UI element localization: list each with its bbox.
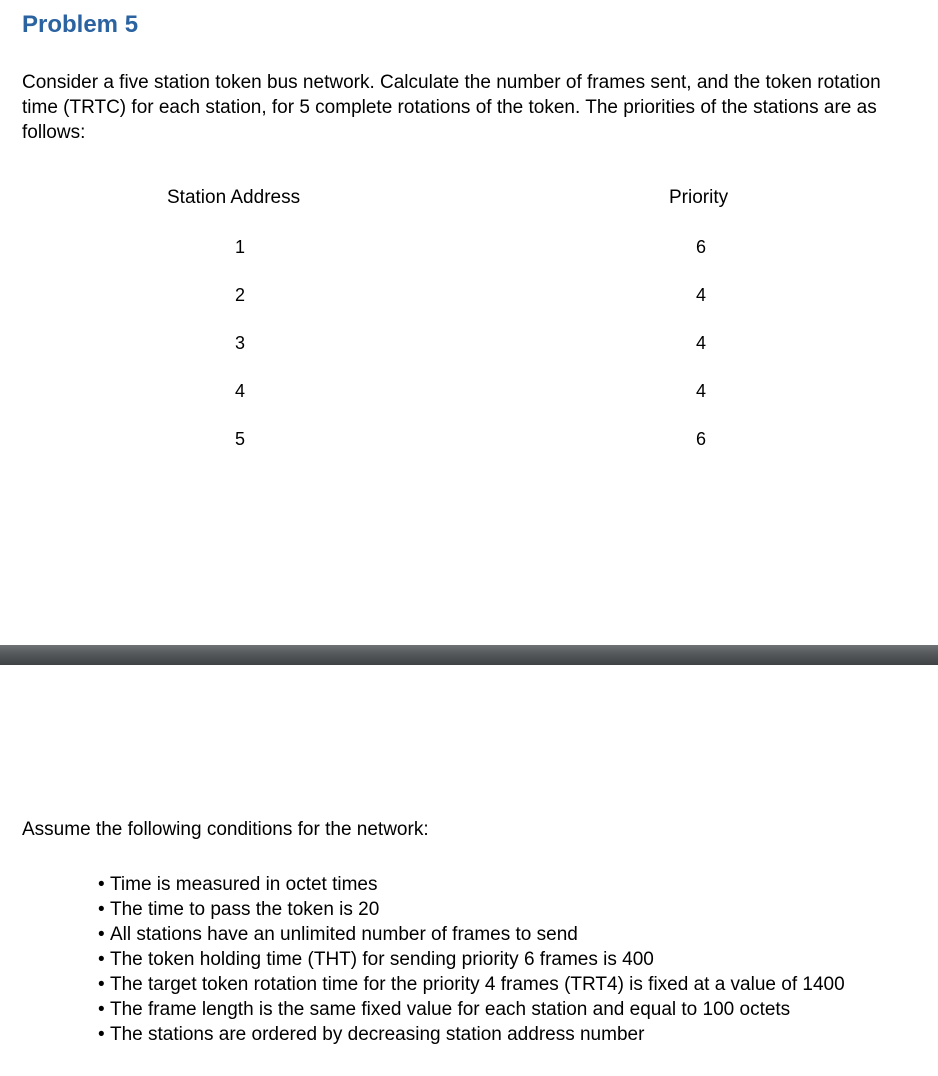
page-title: Problem 5 (22, 11, 139, 38)
station-address-cell: 1 (234, 237, 245, 257)
condition-text: The time to pass the token is 20 (110, 899, 380, 920)
list-item (98, 897, 845, 922)
station-address-cell: 4 (234, 381, 245, 401)
list-item (98, 947, 845, 972)
condition-text: The token holding time (THT) for sending priority 6 frames is 400 (110, 949, 654, 970)
priority-cell: 4 (695, 381, 706, 401)
conditions-list (98, 872, 845, 1047)
station-address-cell: 5 (234, 429, 245, 449)
list-item (98, 1022, 845, 1047)
condition-text: Time is measured in octet times (110, 874, 378, 895)
bullet-icon: • (98, 874, 105, 895)
list-item (98, 972, 845, 997)
priority-cell: 4 (695, 285, 706, 305)
priority-cell: 6 (695, 429, 706, 449)
station-address-cell: 3 (234, 333, 245, 353)
priority-cell: 6 (695, 237, 706, 257)
condition-text: The target token rotation time for the priority 4 frames (TRT4) is fixed at a value of 1400 (110, 974, 845, 995)
problem-statement: Consider a five station token bus network. Calculate the number of frames sent, and the token rotation time (TRTC) for each station, for 5 complete rotations of the token. The priorities of the stations are as follows: (22, 72, 881, 143)
bullet-icon: • (98, 974, 105, 995)
list-item (98, 872, 845, 897)
bullet-icon: • (98, 899, 105, 920)
condition-text: The frame length is the same fixed value for each station and equal to 100 octets (110, 999, 791, 1020)
bullet-icon: • (98, 949, 105, 970)
station-address-header: Station Address (167, 187, 301, 208)
condition-text: The stations are ordered by decreasing station address number (110, 1024, 645, 1045)
page-divider (0, 645, 938, 665)
conditions-intro: Assume the following conditions for the network: (22, 819, 429, 840)
priority-cell: 4 (695, 333, 706, 353)
bullet-icon: • (98, 924, 105, 945)
station-address-cell: 2 (234, 285, 245, 305)
bullet-icon: • (98, 1024, 105, 1045)
list-item (98, 922, 845, 947)
list-item (98, 997, 845, 1022)
bullet-icon: • (98, 999, 105, 1020)
condition-text: All stations have an unlimited number of frames to send (110, 924, 578, 945)
priority-header: Priority (669, 187, 729, 208)
